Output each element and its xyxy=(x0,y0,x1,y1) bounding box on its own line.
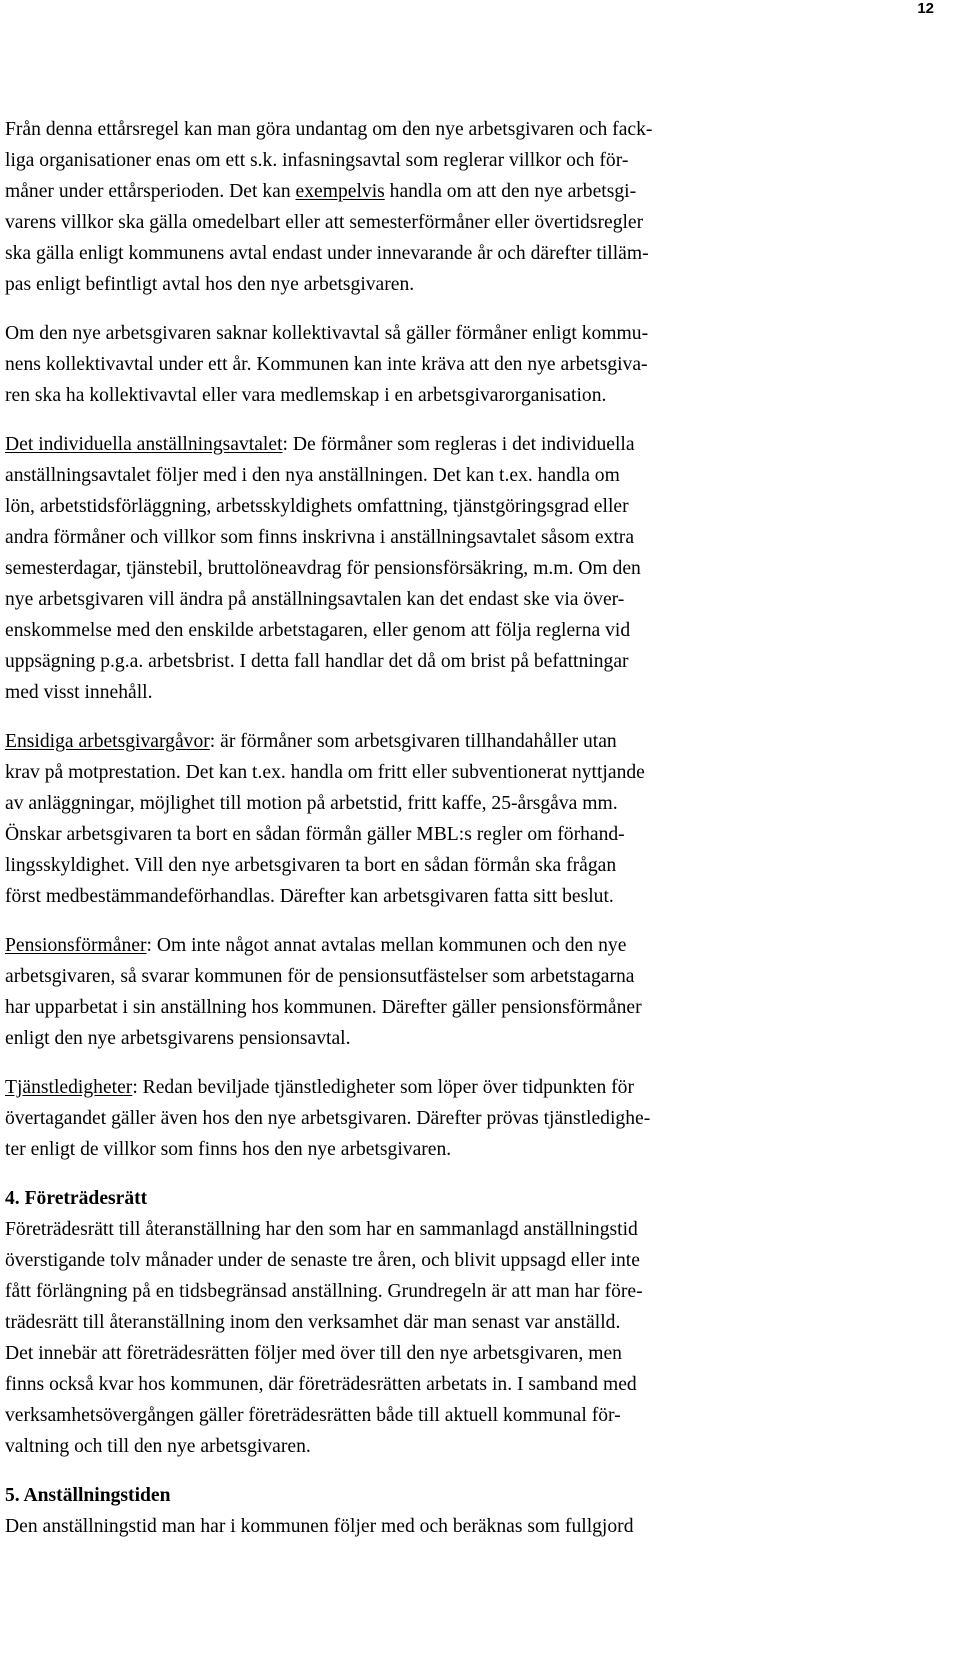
text-line: finns också kvar hos kommunen, där företrädesrätten arbetats in. I samband med xyxy=(5,1374,637,1395)
text-line: Det innebär att företrädesrätten följer med över till den nye arbetsgivaren, men xyxy=(5,1343,622,1364)
text-line: valtning och till den nye arbetsgivaren. xyxy=(5,1436,311,1457)
text-line: med visst innehåll. xyxy=(5,682,153,703)
text-line: överstigande tolv månader under de senaste tre åren, och blivit uppsagd eller inte xyxy=(5,1250,640,1271)
text-line xyxy=(5,726,885,757)
paragraph-leave-of-absence xyxy=(5,1072,885,1165)
text-line xyxy=(5,930,885,961)
term-individual-agreement: Det individuella anställningsavtalet xyxy=(5,434,283,455)
text-line: ter enligt de villkor som finns hos den nye arbetsgivaren. xyxy=(5,1139,452,1160)
text-line: andra förmåner och villkor som finns inskrivna i anställningsavtalet såsom extra xyxy=(5,527,635,548)
text-line: enskommelse med den enskilde arbetstagaren, eller genom att följa reglerna vid xyxy=(5,620,631,641)
text-line: liga organisationer enas om ett s.k. infasningsavtal som reglerar villkor och för- xyxy=(5,150,629,171)
text-line: varens villkor ska gälla omedelbart eller att semesterförmåner eller övertidsregler xyxy=(5,212,644,233)
paragraph-individual-agreement xyxy=(5,429,885,708)
text-line: enligt den nye arbetsgivarens pensionsavtal. xyxy=(5,1028,351,1049)
text-line: semesterdagar, tjänstebil, bruttolöneavdrag för pensionsförsäkring, m.m. Om den xyxy=(5,558,641,579)
text-line: övertagandet gäller även hos den nye arbetsgivaren. Därefter prövas tjänstledighe- xyxy=(5,1108,651,1129)
paragraph-collective-agreement xyxy=(5,318,885,411)
term-employer-gifts: Ensidiga arbetsgivargåvor xyxy=(5,731,210,752)
text-line: trädesrätt till återanställning inom den verksamhet där man senast var anställd. xyxy=(5,1312,621,1333)
section-heading: 4. Företrädesrätt xyxy=(5,1188,148,1209)
text-fragment: handla om att den nye arbetsgi- xyxy=(384,181,637,202)
text-line: Den anställningstid man har i kommunen följer med och beräknas som fullgjord xyxy=(5,1516,634,1537)
paragraph-one-year-rule xyxy=(5,114,885,300)
text-line: Om den nye arbetsgivaren saknar kollektivavtal så gäller förmåner enligt kommu- xyxy=(5,323,649,344)
link-exempelvis[interactable]: exempelvis xyxy=(295,181,385,202)
text-line: först medbestämmandeförhandlas. Därefter kan arbetsgivaren fatta sitt beslut. xyxy=(5,886,614,907)
text-line: lön, arbetstidsförläggning, arbetsskyldighets omfattning, tjänstgöringsgrad eller xyxy=(5,496,629,517)
paragraph-pension-benefits xyxy=(5,930,885,1054)
text-fragment: : Om inte något annat avtalas mellan kommunen och den nye xyxy=(146,935,627,956)
document-body xyxy=(5,114,885,1542)
text-line: arbetsgivaren, så svarar kommunen för de pensionsutfästelser som arbetstagarna xyxy=(5,966,635,987)
term-leave-of-absence: Tjänstledigheter xyxy=(5,1077,133,1098)
text-fragment: : De förmåner som regleras i det individuella xyxy=(282,434,635,455)
text-line: av anläggningar, möjlighet till motion på arbetstid, fritt kaffe, 25-årsgåva mm. xyxy=(5,793,618,814)
section-heading: 5. Anställningstiden xyxy=(5,1485,171,1506)
text-fragment: : är förmåner som arbetsgivaren tillhandahåller utan xyxy=(209,731,617,752)
text-line: Önskar arbetsgivaren ta bort en sådan förmån gäller MBL:s regler om förhand- xyxy=(5,824,625,845)
text-line: uppsägning p.g.a. arbetsbrist. I detta fall handlar det då om brist på befattningar xyxy=(5,651,629,672)
text-line: Från denna ettårsregel kan man göra undantag om den nye arbetsgivaren och fack- xyxy=(5,119,653,140)
text-line xyxy=(5,429,885,460)
text-line: fått förlängning på en tidsbegränsad anställning. Grundregeln är att man har före- xyxy=(5,1281,643,1302)
text-line: nens kollektivavtal under ett år. Kommunen kan inte kräva att den nye arbetsgiva- xyxy=(5,354,648,375)
text-line: verksamhetsövergången gäller företrädesrätten både till aktuell kommunal för- xyxy=(5,1405,621,1426)
term-pension-benefits: Pensionsförmåner xyxy=(5,935,147,956)
text-line: pas enligt befintligt avtal hos den nye arbetsgivaren. xyxy=(5,274,415,295)
text-line: anställningsavtalet följer med i den nya anställningen. Det kan t.ex. handla om xyxy=(5,465,620,486)
text-line: nye arbetsgivaren vill ändra på anställningsavtalen kan det endast ske via över- xyxy=(5,589,625,610)
section-employment-time xyxy=(5,1480,885,1542)
text-line xyxy=(5,176,885,207)
text-line: krav på motprestation. Det kan t.ex. handla om fritt eller subventionerat nyttjande xyxy=(5,762,645,783)
section-preferential-right xyxy=(5,1183,885,1462)
paragraph-employer-gifts xyxy=(5,726,885,912)
text-line: Företrädesrätt till återanställning har den som har en sammanlagd anställningstid xyxy=(5,1219,638,1240)
text-line: har upparbetat i sin anställning hos kommunen. Därefter gäller pensionsförmåner xyxy=(5,997,642,1018)
text-line: ska gälla enligt kommunens avtal endast under innevarande år och därefter tilläm- xyxy=(5,243,649,264)
page-number: 12 xyxy=(917,0,934,17)
text-fragment: måner under ettårsperioden. Det kan xyxy=(5,181,296,202)
text-line: lingsskyldighet. Vill den nye arbetsgivaren ta bort en sådan förmån ska frågan xyxy=(5,855,617,876)
text-line: ren ska ha kollektivavtal eller vara medlemskap i en arbetsgivarorganisation. xyxy=(5,385,607,406)
text-line xyxy=(5,1072,885,1103)
text-fragment: : Redan beviljade tjänstledigheter som löper över tidpunkten för xyxy=(132,1077,634,1098)
